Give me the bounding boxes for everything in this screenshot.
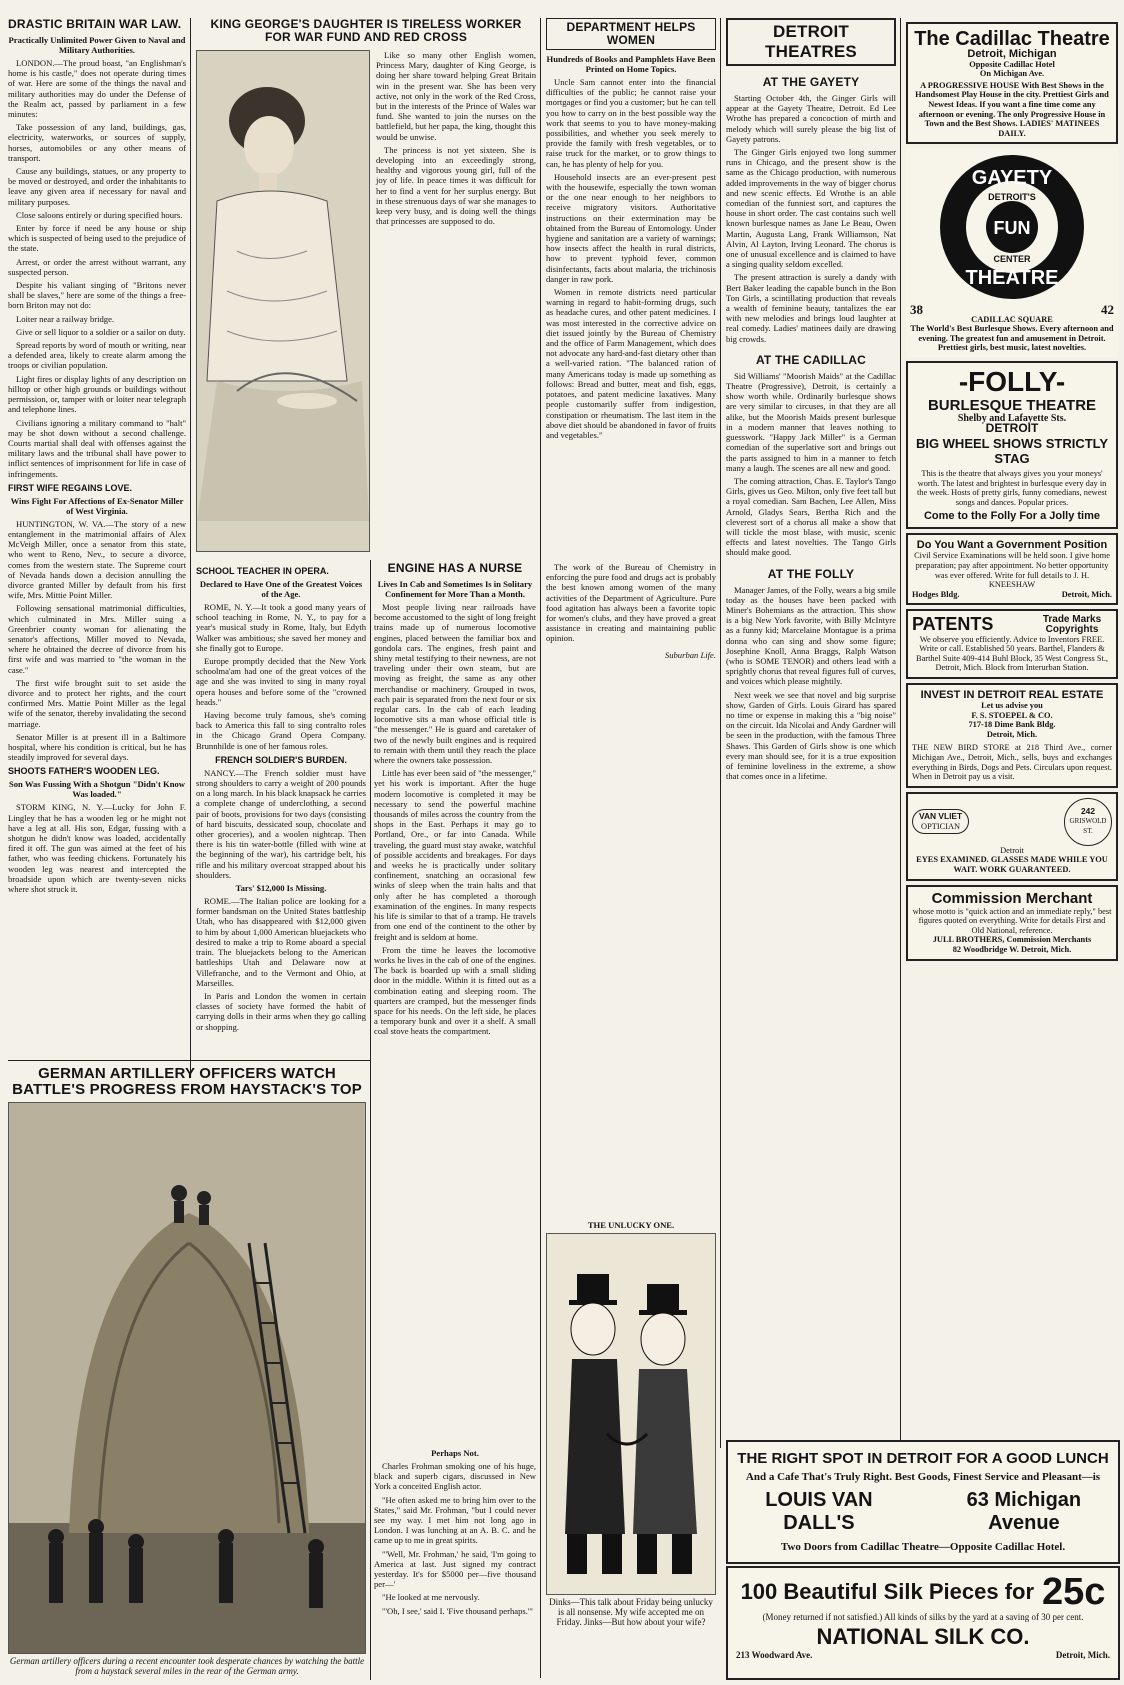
column-rule: [540, 18, 541, 1678]
war-law-paragraph: Give or sell liquor to a soldier or a sailor on duty.: [16, 326, 186, 337]
gayety-address: CADILLAC SQUARE: [971, 314, 1053, 324]
patents-ad: [906, 609, 1118, 679]
engine-headline: ENGINE HAS A NURSE: [387, 562, 523, 575]
soldier-headline: FRENCH SOLDIER'S BURDEN.: [215, 754, 347, 765]
lunch-line-2: And a Cafe That's Truly Right. Best Goods, Finest Service and Pleasant—is: [745, 1471, 1101, 1483]
silk-address: 213 Woodward Ave.: [736, 1650, 813, 1660]
war-law-paragraph: Arrest, or order the arrest without warrant, any suspected person.: [8, 256, 186, 277]
lunch-address: 63 Michigan Avenue: [966, 1489, 1082, 1534]
invest-ad-title: INVEST IN DETROIT REAL ESTATE: [920, 689, 1104, 701]
first-wife-subhead: Wins Fight For Affections of Ex-Senator Miller of West Virginia.: [10, 495, 184, 516]
patents-ad-body: We observe you efficiently. Advice to Inventors FREE. Write or call. Established 50 years. Barthel, Flanders & Barthel Suite 409-414 Buhl Block, 35 West Congress St., Detroit, Mich. Block from Interurban Station.: [915, 634, 1109, 673]
teacher-subhead: Declared to Have One of the Greatest Voices of the Age.: [199, 579, 363, 599]
war-law-headline: DRASTIC BRITAIN WAR LAW.: [8, 18, 182, 31]
dept-subhead: Hundreds of Books and Pamphlets Have Been Printed on Home Topics.: [546, 54, 716, 74]
engine-article: [374, 562, 536, 1442]
gayety-ad-body: The World's Best Burlesque Shows. Every afternoon and evening. The greatest fun and amusement in Detroit. Prettiest girls, best music, latest novelties.: [910, 324, 1114, 353]
cartoon-image: [546, 1233, 716, 1595]
cadillac-ad-city: Detroit, Michigan: [967, 48, 1057, 60]
cartoon-headline: THE UNLUCKY ONE.: [587, 1220, 675, 1230]
cartoon-illustration: [547, 1234, 715, 1594]
silk-headline: 100 Beautiful Silk Pieces for: [740, 1579, 1035, 1604]
gov-ad-building: Hodges Bldg.: [912, 589, 960, 599]
silk-banner-ad: [726, 1566, 1120, 1680]
teacher-paragraph: Europe promptly decided that the New York schoolma'am had one of the great voices of the age and she was invited to sing in many royal opera houses and before some of the "crowned heads.": [196, 656, 366, 707]
gayety-numbers: [910, 301, 1114, 317]
optician-badge: [912, 809, 969, 834]
gov-ad-address: [912, 590, 1112, 600]
dept-paragraph: Household insects are an ever-present pest with the housewife, especially the town woman or the one near enough to her neighbors to receive migratory visitors. Authoritative instructions on their extermination may be obtained from the Bureau of Entomology. Under hygiene and sanitation are a variety of warnings; how insects affect the health in rural districts, how to prevent typhoid fever, common disinfectants, facts about malaria, the trichinosis danger in raw pork.: [546, 171, 716, 284]
optician-ad: [906, 792, 1118, 881]
dept-paragraph: Women in remote districts need particular warning in regard to habit-forming drugs, such as headache cures, and other patent medicines. I was most interested in the corrective advice on diet issued jointly by the Bureau of Chemistry and the office of Farm Management, which does not advocate any hard-and-fast dietary other than a well-varied ration. "The balanced ration of many Americans today is made up something as follows: Bread and butter, meat and fish, eggs, potatoes, and patent medicine laxatives. Many people customarily suffer from indigestion, constipation or rheumatism. The last item in the above diet should be abandoned in favor of fruits and vegetables.": [546, 287, 716, 440]
war-law-paragraph: Enter by force if need be any house or ship which is suspected of being used to the prejudice of the state.: [8, 223, 186, 254]
commission-ad-body: whose motto is "quick action and an immediate reply," best figures quoted on everything. Write for details First and Old National, reference.: [912, 906, 1112, 935]
war-law-paragraph: Loiter near a railway bridge.: [16, 313, 115, 324]
gov-ad-title: Do You Want a Government Position: [916, 539, 1108, 552]
wooden-leg-subhead: Son Was Fussing With a Shotgun "Didn't Know Was loaded.": [8, 779, 185, 800]
princess-paragraph: The princess is not yet sixteen. She is developing into an exceedingly strong, healthy and vigorous young girl, full of the joy of life. In peace times it was difficult for her to find a vent for her surplus energy. But in these strenuous days of war she manages to keep very busy, and is doing well the things that princesses are supposed to do.: [376, 144, 536, 227]
folly-ad-address: Shelby and Lafayette Sts.: [957, 412, 1067, 424]
artillery-article: [8, 1066, 366, 1678]
column-2-middle: [196, 562, 366, 1040]
engine-subhead: Lives In Cab and Sometimes Is in Solitary Confinement for More Than a Month.: [377, 579, 533, 599]
teacher-headline: SCHOOL TEACHER IN OPERA.: [196, 566, 329, 576]
gayety-center: FUN: [993, 218, 1031, 239]
theatres-masthead: DETROIT THEATRES: [726, 18, 896, 66]
first-wife-paragraph: Following sensational matrimonial difficulties, which culminated in Mrs. Miller suing a Greenbrier county woman for alienating the senator's affections, Miller moved to Nevada, where he obtained the decree of divorce from his first wife and was married to "the woman in the case.": [8, 603, 186, 675]
column-rule: [190, 18, 191, 1078]
silk-header: [728, 1572, 1118, 1612]
folly-paragraph: Next week we see that novel and big surprise show, Garden of Girls. Louis Girard has spared no time or expense in making this a "big noise" on the circuit. Ida Nicolai and Andy Gardner will be seen in the production, with the famous Three Shaws. This Garden of Girls show is one which every man should see, for it is a true exposition of feminine loveliness in the extreme, a show that comes once in a lifetime.: [726, 689, 896, 782]
optician-name: VAN VLIET: [919, 811, 963, 822]
patents-ad-header: [912, 615, 1112, 634]
invest-ad-body: Let us advise you: [981, 701, 1043, 710]
cadillac-paragraph: The coming attraction, Chas. E. Taylor's Tango Girls, gives us Geo. Milton, only five feet tall but a royal comedian. Sam Bachen, Lee Allen, Miss Arnold, Gladys Sears, Bertha Rich and the cleverest sort of a chorus all make a show that will tickle the most blase, with music, scenic effects and latest novelties. The Tango Girls should make good.: [726, 475, 896, 558]
haystack-illustration: [9, 1103, 365, 1653]
engine-paragraph: From the time he leaves the locomotive works he lives in the cab of one of the engines. The back is boarded up with a small sliding door in the middle. Within it is fitted out as a combination eating and sleeping room. The quarters are cramped, but the messenger finds space for his needs. On the left side, he places a temporary bunk and over it a shelf. A small coal stove heats the compartment.: [374, 944, 536, 1037]
gayety-number-right: 42: [1101, 301, 1114, 317]
lunch-banner-ad: [726, 1440, 1120, 1564]
commission-ad-title: Commission Merchant: [931, 889, 1093, 907]
engine-paragraph: Most people living near railroads have become accustomed to the sight of long freight trains made up of numerous locomotive engines, placed between the familiar box and gondola cars. The engines, fresh paint and shiny metal testifying to their newness, are not traveling under their own steam, but are moving as freight, the same as any other merchandise or machinery. Grouped in twos, each pair is separated from the next four or six regular cars. In the cab of each leading locomotive sits a man whose official title is "the messenger." He is guard and caretaker of two of the newly built engines and is required to remain with them until they reach the place where the owners take possession.: [374, 602, 536, 766]
gayety-ring-bottom: THEATRE: [965, 267, 1059, 290]
patents-ad-title: PATENTS: [912, 614, 994, 635]
dept-paragraph: The work of the Bureau of Chemistry in enforcing the pure food and drugs act is probably the best known among women of the many activities of the Department of Agriculture. Pure food agitation has always been a favorite topic for women's clubs, and they have proved a great assistance in creating and maintaining public opinion.: [546, 562, 716, 644]
wooden-leg-paragraph: STORM KING, N. Y.—Lucky for John F. Lingley that he has a wooden leg or he might not have a leg at all. His son, Edgar, fussing with a shotgun he didn't know was loaded, accidentally fired it off. The gun was aimed at the feet of his father, who was feeding chickens. Fortunately his wooden leg was nearest and intercepted the broadside upon which are twenty-seven nicks where shot struck it.: [8, 802, 186, 895]
cadillac-ad-name: The Cadillac Theatre: [914, 28, 1110, 50]
war-law-paragraph: LONDON.—The proud boast, "an Englishman's home is his castle," does not operate during times of war. Here are some of the things the naval and military authorities may do under the Defense of the Realm act, passed by parliament in a few minutes:: [8, 58, 186, 120]
dept-headline: DEPARTMENT HELPS WOMEN: [546, 18, 716, 50]
war-law-subhead: Practically Unlimited Power Given to Naval and Military Authorities.: [8, 35, 186, 55]
silk-small-print: (Money returned if not satisfied.) All kinds of silks by the yard at a saving of 30 per cent.: [762, 1612, 1084, 1622]
gayety-paragraph: Starting October 4th, the Ginger Girls will appear at the Gayety Theatre, Detroit. Ed Lee Wrothe has prepared a concoction of mirth and melody which will surely please the big list of Gayety patrons.: [726, 93, 896, 144]
war-law-paragraph: Take possession of any land, buildings, gas, electricity, waterworks, or sources of supply, horses, automobiles or any other means of transport.: [8, 122, 186, 163]
column-rule: [370, 560, 371, 1680]
war-law-paragraph: Despite his valiant singing of "Britons never shall be slaves," here are some of the things a free-born Briton may not do:: [8, 280, 186, 311]
lunch-name-row: [728, 1489, 1118, 1535]
optician-number: 242: [1081, 806, 1095, 817]
war-law-paragraph: Cause any buildings, statues, or any property to be moved or destroyed, and order the inhabitants to leave any given area if necessary for naval and military purposes.: [8, 166, 186, 207]
war-law-paragraph: Civilians ignoring a military command to "halt" may be shot down without a second challenge. Courts martial shall deal with offenses against the military laws and the tribunal shall have power to inflict sentences of imprisonment for life in case of infringements.: [8, 417, 186, 479]
optician-body: EYES EXAMINED. GLASSES MADE WHILE YOU WAIT. WORK GUARANTEED.: [916, 855, 1108, 874]
cadillac-ad-location: Opposite Cadillac Hotel: [969, 59, 1055, 69]
silk-price: 25c: [1042, 1571, 1106, 1613]
patents-ad-right: Trade Marks Copyrights: [1042, 614, 1102, 636]
princess-paragraph: Like so many other English women, Princess Mary, daughter of King George, is doing her share toward helping Great Britain win in the present war. She has been very active, not only in the work of the Red Cross, but in the interests of the Prince of Wales war fund. She wanted to join the nurses on the battlefield, but her papa, the king, thought this would be unwise.: [376, 50, 536, 142]
government-position-ad: [906, 533, 1118, 605]
soldier-paragraph: NANCY.—The French soldier must have strong shoulders to carry a weight of 200 pounds on a long march. In his black knapsack he carries a complete change of underclothing, a second pair of boots, provisions for two days (consisting of hard biscuits, dessicated soup, chocolate and other groceries), and a woolen nightcap. Then there is his tin water-bottle (filled with wine at the beginning of the war), his cartridge belt, his rifle and his military overcoat strapped about his shoulders.: [196, 767, 366, 880]
cartoon-box: [546, 1220, 716, 1678]
gayety-paragraph: The present attraction is surely a dandy with Bert Baker leading the capable bunch in the Bon Ton Girls, a scintillating production that reveals a wealth of feminine beauty, tantalizes the ear with new melodies and brings loud laughter at real comedy. Ladies' matinees daily are drawing big crowds.: [726, 272, 896, 344]
gayety-number-left: 38: [910, 301, 923, 317]
optician-address-badge: [1064, 798, 1112, 846]
folly-ad-tag: Come to the Folly For a Jolly time: [923, 510, 1101, 523]
column-4: [726, 18, 896, 1438]
invest-ad-address: 717-18 Dime Bank Bldg.: [968, 720, 1056, 730]
gayety-inner-top: DETROIT'S: [988, 192, 1036, 203]
tars-paragraph: ROME.—The Italian police are looking for a former bandsman on the United States battleship Utah, who has disappeared with $12,000 given to him by about 1,000 American bluejackets who desired to make a trip to Rome aboard a special train. The bluejackets belong to the American battleships Utah and Delaware now at Villefranche, and to the Vermont and Ohio, at Marseilles.: [196, 896, 366, 988]
lunch-line-3: Two Doors from Cadillac Theatre—Opposite Cadillac Hotel.: [780, 1541, 1066, 1553]
princess-text: [376, 50, 536, 229]
folly-ad-city: DETROIT: [985, 420, 1039, 435]
first-wife-paragraph: The first wife brought suit to set aside the divorce and to protect her rights, and the court confirmed Mrs. Mattie Point Miller as the legal wife of the senator, thereby invalidating the second marriage.: [8, 677, 186, 729]
commission-ad-address: 82 Woodbridge W. Detroit, Mich.: [952, 944, 1072, 954]
tars-paragraph: In Paris and London the women in certain classes of society have formed the habit of carrying dolls in their arms when they go calling or shopping.: [196, 990, 366, 1032]
section-rule: [8, 1060, 370, 1061]
artillery-photo: [8, 1102, 366, 1654]
gov-ad-body: Civil Service Examinations will be held soon. I give home preparation; pay after appointment. No better opportunity was ever offered. Write for full details to J. H. KNEESHAW: [914, 551, 1110, 590]
optician-ad-header: [912, 798, 1112, 846]
perhaps-paragraph: "'Oh, I see,' said I. 'Five thousand perhaps.'": [382, 1605, 533, 1616]
cadillac-headline: AT THE CADILLAC: [755, 352, 867, 367]
princess-portrait: [196, 50, 370, 552]
column-rule: [720, 18, 721, 1448]
gayety-logo: [937, 152, 1087, 302]
gayety-inner-bottom: CENTER: [993, 254, 1031, 265]
gayety-ring-top: GAYETY: [971, 167, 1053, 190]
folly-paragraph: Manager James, of the Folly, wears a big smile today as the houses have been packed with Miner's Bohemians as the attraction. This show is a big New York favorite, with Billy McIntyre as a funny kid; Marcelaine Montague is a prima donna who can sing and show some figure; Josephine Knoll, Anna Braggs, Ralph Watson (who is SOME TENOR) and others lead with a sprightly chorus that reveal figures full of curves, and voices which please mightily.: [726, 584, 896, 687]
lunch-name: LOUIS VAN DALL'S: [765, 1489, 873, 1534]
column-3-top: [546, 18, 716, 558]
perhaps-paragraph: "He often asked me to bring him over to the States," said Mr. Frohman, "but I could never see my way. I met him not long ago in London. I was lunching at an A. B. C. and he came up to me in great spirits.: [374, 1494, 536, 1546]
teacher-paragraph: Having become truly famous, she's coming back to America this fall to sing contralto roles in the Chicago Grand Opera Company. Brunnhilde is one of her famous roles.: [196, 710, 366, 751]
column-rule: [900, 18, 901, 1448]
column-5-ads: [906, 18, 1118, 1438]
bird-store-ad: THE NEW BIRD STORE at 218 Third Ave., corner Michigan Ave., Detroit, Mich., sells, buys and exchanges everything in Birds, Dogs and Pets. Circulars upon request. When in Detroit pay us a visit.: [912, 743, 1112, 782]
cadillac-ad-body: A PROGRESSIVE HOUSE With Best Shows in the Handsomest Play House in the city. Prettiest Girls and Newest Ideas. If you want a fine time come any afternoon or evening. The only Progressive House in Town and the Best Shows. LADIES' MATINEES DAILY.: [915, 80, 1109, 138]
perhaps-article: [374, 1448, 536, 1678]
suburban-credit: Suburban Life.: [664, 649, 716, 660]
first-wife-paragraph: HUNTINGTON, W. VA.—The story of a new entanglement in the matrimonial affairs of Alex McVeigh Miller, once a senator from this state, who went to Reno, Nev., to secure a divorce, comes from the western state. The Supreme court of Nevada hands down a decision annulling the divorce granted Miller by default from his first wife, Mrs. Mittie Point Miller.: [8, 518, 186, 601]
princess-article: [196, 18, 536, 558]
perhaps-paragraph: Charles Frohman smoking one of his huge, black and superb cigars, discussed in New York a conceited English actor.: [374, 1461, 536, 1492]
war-law-paragraph: Close saloons entirely or during specified hours.: [16, 209, 183, 220]
engine-paragraph: Little has ever been said of "the messenger," yet his work is important. After the huge modern locomotive is completed it may be necessary to send the powerful machine thousands of miles across the country from the shops in the East. Perhaps it may go to Portland, Ore., or far into Canada. While traveling, the guard must stay awake, watchful of possible accidents and breakages. For days and weeks he is practically under solitary confinement, snatching an occasional few winks of sleep when the train halts and that only after he has completed a thorough examination of the engines. In many respects his life is similar to that of a tramp. He travels from one end of the continent to the other by freight and is seldom at home.: [374, 768, 536, 942]
cadillac-theatre-ad: [906, 22, 1118, 144]
column-1: [8, 18, 186, 1078]
invest-ad-city: Detroit, Mich.: [986, 729, 1038, 739]
optician-role: OPTICIAN: [921, 821, 961, 831]
tars-headline: Tars' $12,000 Is Missing.: [235, 883, 327, 894]
gayety-paragraph: The Ginger Girls enjoyed two long summer runs in Chicago, and the present show is the same as the Chicago production, with numerous added improvements in the way of bigger chorus and new scenic effects. Ed Wrothe is an able comedian of the funniest sort, and captures the house in short order. The cast contains such well known burlesque names as Jane Le Beau, Owen Martin, Augusta Lang, Frank Williamson, Nat Alvin, Al Layton, Irving Leonard. The chorus is one of unusual excellence and is claimed to have a singing quality seldom excelled.: [726, 147, 896, 270]
first-wife-paragraph: Senator Miller is at present ill in a Baltimore hospital, where his condition is critical, but he has steadily improved for several days.: [8, 731, 186, 763]
princess-illustration: [197, 51, 369, 551]
folly-ad-kind: BURLESQUE THEATRE: [927, 396, 1097, 414]
lunch-line-1: THE RIGHT SPOT IN DETROIT FOR A GOOD LUNCH: [737, 1450, 1109, 1467]
war-law-paragraph: Spread reports by word of mouth or writing, near a defended area, likely to create alarm among the troops or civilian population.: [8, 340, 186, 371]
optician-street: GRISWOLD ST.: [1069, 816, 1107, 835]
silk-address-row: [728, 1650, 1118, 1660]
gayety-headline: AT THE GAYETY: [762, 75, 860, 89]
cadillac-paragraph: Sid Williams' "Moorish Maids" at the Cadillac Theatre (Progressive), Detroit, is certainly a show worth while. Ordinarily burlesque shows are very similar to circuses, in that they are all alike, but the Moorish Maids present burlesque in a modern manner that leaves nothing to guesswork. "Happy Jack Miller" is a German comedian of the superlative sort and brings out the parts assigned to him in a manner to fetch many a laugh. The scenes are all new and good.: [726, 370, 896, 473]
wooden-leg-headline: SHOOTS FATHER'S WOODEN LEG.: [8, 766, 160, 777]
perhaps-headline: Perhaps Not.: [431, 1448, 479, 1458]
folly-ad-slogan: BIG WHEEL SHOWS STRICTLY STAG: [915, 436, 1109, 467]
teacher-paragraph: ROME, N. Y.—It took a good many years of school teaching in Rome, N. Y., to pay for a year's musical study in Rome, Italy, but Edyth Walker was ambitious; she saved her money and she finally got to Europe.: [196, 602, 366, 653]
gayety-theatre-ad: [906, 148, 1118, 357]
folly-ad-body: This is the theatre that always gives you your moneys' worth. The latest and brightest in burlesque every day in the week. Hosts of pretty girls, funny comedians, newest songs and dances. Popular prices.: [916, 469, 1108, 507]
silk-company: NATIONAL SILK CO.: [816, 1624, 1030, 1649]
real-estate-ad: [906, 683, 1118, 788]
column-3-continued: [546, 562, 716, 1202]
silk-city: Detroit, Mich.: [1055, 1650, 1110, 1660]
gov-ad-city: Detroit, Mich.: [1061, 589, 1112, 599]
perhaps-paragraph: "He looked at me nervously.: [382, 1592, 480, 1603]
folly-headline: AT THE FOLLY: [767, 566, 855, 581]
war-law-paragraph: Light fires or display lights of any description on hilltop or other high grounds or buildings without permission, or, tamper with or loiter near telegraph and telephone lines.: [8, 373, 186, 415]
perhaps-paragraph: "'Well, Mr. Frohman,' he said, 'I'm going to America at last. Just signed my contract yesterday. It's for $5000 per—five thousand per—': [374, 1548, 536, 1590]
first-wife-headline: FIRST WIFE REGAINS LOVE.: [8, 482, 133, 493]
cadillac-ad-location: On Michigan Ave.: [979, 69, 1045, 79]
optician-city: Detroit: [1000, 845, 1024, 855]
folly-theatre-ad: [906, 361, 1118, 530]
folly-ad-name: -FOLLY-: [958, 365, 1066, 397]
cartoon-caption: Dinks—This talk about Friday being unlucky is all nonsense. My wife accepted me on Friday. Jinks—But how about your wife?: [549, 1597, 713, 1627]
dept-paragraph: Uncle Sam cannot enter into the financial difficulties of the public; he cannot raise your mortgages or find you a customer; but he can tell you how to carry on in the best possible way the work that seems to you to have money-making possibilities, and whether you seek merely to provide the family with fresh vegetables, or to raise truck for the market, or to grow things to can, he has plenty of help for you.: [546, 77, 716, 169]
artillery-caption: German artillery officers during a recent encounter took desperate chances by watching the battle from a haystack several miles in the rear of the German army.: [9, 1656, 365, 1676]
commission-merchant-ad: [906, 885, 1118, 961]
invest-ad-firm: F. S. STOEPEL & CO.: [971, 710, 1053, 720]
artillery-headline: GERMAN ARTILLERY OFFICERS WATCH BATTLE'S PROGRESS FROM HAYSTACK'S TOP: [12, 1066, 362, 1098]
princess-headline: KING GEORGE'S DAUGHTER IS TIRELESS WORKER FOR WAR FUND AND RED CROSS: [210, 18, 522, 44]
commission-ad-firm: JULL BROTHERS, Commission Merchants: [932, 935, 1092, 945]
